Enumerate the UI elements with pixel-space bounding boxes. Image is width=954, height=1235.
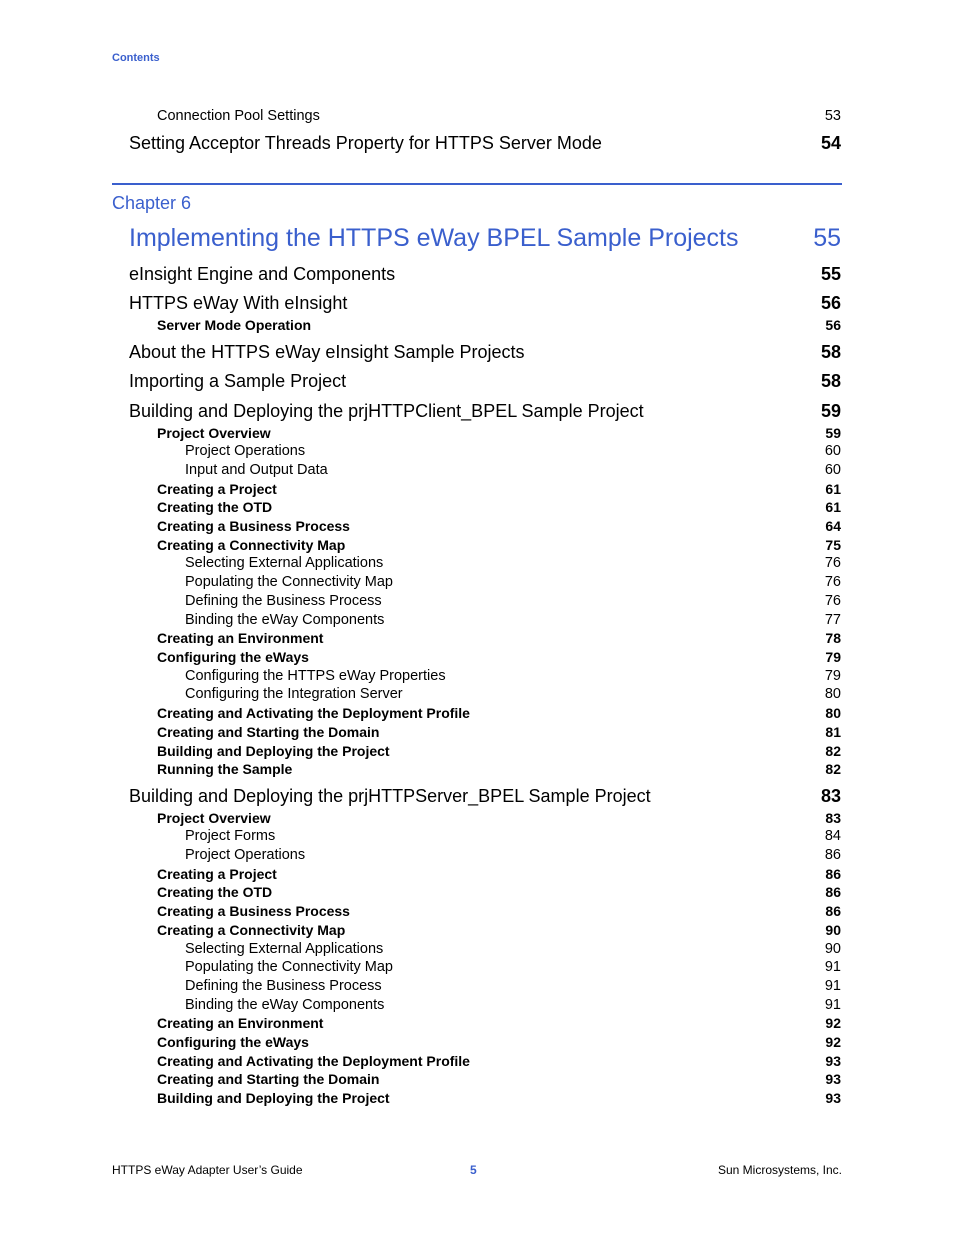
toc-entry-page: 56: [820, 293, 841, 313]
toc-entry-page: 80: [825, 705, 841, 721]
toc-entry-page: 60: [824, 462, 841, 478]
toc-entry-label: Creating and Starting the Domain: [157, 724, 380, 740]
toc-entry-page: 53: [824, 108, 841, 124]
toc-entry-label: Setting Acceptor Threads Property for HTTPS Server Mode: [129, 133, 602, 153]
toc-entry-label: Populating the Connectivity Map: [185, 574, 393, 590]
toc-entry-page: 83: [825, 810, 841, 826]
chapter-divider: [112, 183, 842, 185]
toc-entry-page: 79: [825, 649, 841, 665]
toc-entry-label: Project Overview: [157, 425, 271, 441]
toc-entry-page: 76: [824, 555, 841, 571]
toc-entry-page: 83: [820, 786, 841, 806]
toc-entry-page: 77: [824, 612, 841, 628]
toc-entry-label: Creating the OTD: [157, 884, 273, 900]
toc-entry-label: Project Operations: [185, 847, 306, 863]
toc-entry-page: 86: [825, 866, 841, 882]
toc-entry-page: 86: [825, 903, 841, 919]
toc-entry-page: 54: [820, 133, 841, 153]
toc-entry-page: 90: [825, 922, 841, 938]
toc-entry-label: Building and Deploying the Project: [157, 743, 390, 759]
toc-entry-label: HTTPS eWay With eInsight: [129, 293, 348, 313]
toc-entry-page: 80: [824, 686, 841, 702]
toc-entry-page: 78: [825, 630, 841, 646]
toc-entry-label: Configuring the HTTPS eWay Properties: [185, 668, 446, 684]
toc-entry-page: 76: [824, 574, 841, 590]
toc-entry-label: Server Mode Operation: [157, 317, 312, 333]
toc-entry-page: 61: [825, 481, 841, 497]
toc-entry-page: 92: [825, 1034, 841, 1050]
toc-entry-page: 60: [824, 443, 841, 459]
running-header: Contents: [112, 52, 160, 64]
chapter-page-number: 55: [813, 224, 841, 252]
toc-entry-label: eInsight Engine and Components: [129, 264, 396, 284]
chapter-label: Chapter 6: [112, 193, 192, 213]
toc-entry-label: Configuring the eWays: [157, 649, 309, 665]
toc-entry-page: 58: [820, 342, 841, 362]
toc-entry-label: About the HTTPS eWay eInsight Sample Projects: [129, 342, 525, 362]
toc-entry-label: Binding the eWay Components: [185, 997, 385, 1013]
toc-entry-page: 93: [825, 1071, 841, 1087]
chapter-title: Implementing the HTTPS eWay BPEL Sample Projects: [129, 224, 739, 252]
toc-entry-label: Creating a Business Process: [157, 903, 350, 919]
toc-entry-page: 84: [824, 828, 841, 844]
toc-entry-label: Project Operations: [185, 443, 306, 459]
toc-entry-page: 61: [825, 499, 841, 515]
toc-entry-page: 59: [820, 401, 841, 421]
toc-entry-label: Creating an Environment: [157, 630, 324, 646]
toc-entry-page: 75: [825, 537, 841, 553]
toc-entry-page: 93: [825, 1090, 841, 1106]
toc-entry-page: 59: [825, 425, 841, 441]
toc-entry-page: 91: [824, 997, 841, 1013]
toc-entry-label: Configuring the eWays: [157, 1034, 309, 1050]
toc-entry-page: 90: [824, 941, 841, 957]
toc-entry-label: Creating a Project: [157, 866, 277, 882]
toc-entry-label: Creating the OTD: [157, 499, 273, 515]
toc-entry-label: Project Overview: [157, 810, 271, 826]
toc-entry-label: Selecting External Applications: [185, 941, 384, 957]
toc-entry-label: Populating the Connectivity Map: [185, 959, 393, 975]
toc-entry-page: 64: [825, 518, 841, 534]
toc-entry-label: Creating a Connectivity Map: [157, 537, 346, 553]
footer-company: Sun Microsystems, Inc.: [717, 1163, 842, 1177]
toc-entry-page: 86: [824, 847, 841, 863]
toc-entry-label: Creating and Activating the Deployment Profile: [157, 705, 470, 721]
footer-guide-title: HTTPS eWay Adapter User’s Guide: [112, 1163, 303, 1177]
toc-entry-page: 93: [825, 1053, 841, 1069]
toc-entry-label: Input and Output Data: [185, 462, 328, 478]
toc-entry-label: Creating a Project: [157, 481, 277, 497]
toc-entry-label: Creating and Activating the Deployment Profile: [157, 1053, 470, 1069]
toc-entry-label: Creating and Starting the Domain: [157, 1071, 380, 1087]
toc-entry-page: 91: [824, 978, 841, 994]
toc-entry-page: 91: [824, 959, 841, 975]
toc-entry-label: Creating an Environment: [157, 1015, 324, 1031]
toc-entry-page: 58: [820, 371, 841, 391]
toc-entry-label: Building and Deploying the Project: [157, 1090, 390, 1106]
toc-entry-label: Selecting External Applications: [185, 555, 384, 571]
toc-entry-page: 76: [824, 593, 841, 609]
toc-entry-label: Connection Pool Settings: [157, 108, 320, 124]
toc-entry-label: Creating a Business Process: [157, 518, 350, 534]
toc-entry-label: Project Forms: [185, 828, 276, 844]
toc-entry-label: Defining the Business Process: [185, 593, 382, 609]
toc-entry-page: 86: [825, 884, 841, 900]
toc-entry-page: 56: [825, 317, 841, 333]
toc-entry-label: Configuring the Integration Server: [185, 686, 403, 702]
toc-entry-label: Running the Sample: [157, 761, 293, 777]
toc-entry-page: 82: [825, 743, 841, 759]
toc-entry-page: 55: [820, 264, 841, 284]
footer-page-number: 5: [470, 1163, 477, 1177]
toc-entry-label: Building and Deploying the prjHTTPClient_BPEL Sample Project: [129, 401, 644, 421]
toc-entry-label: Importing a Sample Project: [129, 371, 347, 391]
toc-entry-label: Binding the eWay Components: [185, 612, 385, 628]
toc-entry-page: 81: [825, 724, 841, 740]
toc-entry-label: Building and Deploying the prjHTTPServer_BPEL Sample Project: [129, 786, 651, 806]
toc-entry-page: 79: [824, 668, 841, 684]
toc-entry-label: Defining the Business Process: [185, 978, 382, 994]
toc-entry-label: Creating a Connectivity Map: [157, 922, 346, 938]
toc-entry-page: 82: [825, 761, 841, 777]
toc-entry-page: 92: [825, 1015, 841, 1031]
